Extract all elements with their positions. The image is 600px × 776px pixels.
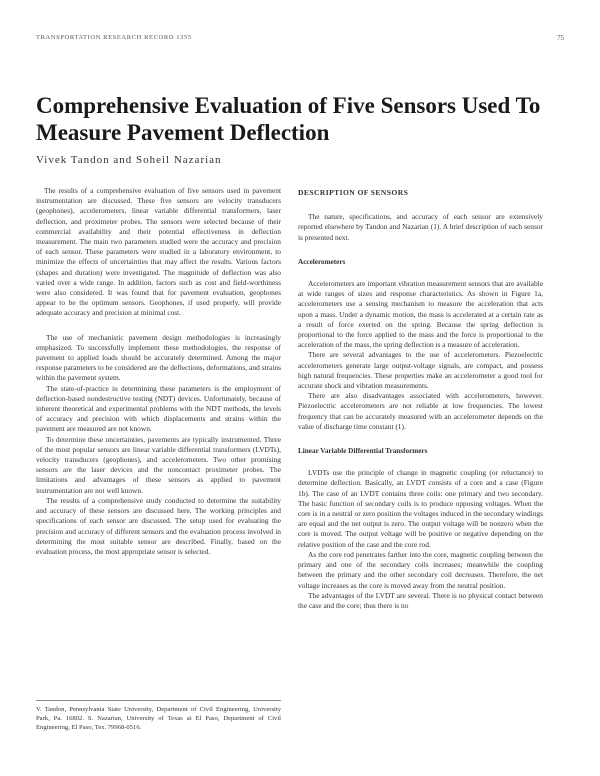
paper-title: Comprehensive Evaluation of Five Sensors Used To Measure Pavement Deflection [36,93,541,145]
accel-paragraph: Accelerometers are important vibration measurement sensors that are available at wide ranges of sizes and response characteristics. As shown in Figure 1a, accelerometers use a sensing mechanism to measure the acceleration that acts upon a mass. Under a dynamic motion, the mass is accelerated at a certain rate as a result of force exerted on the spring. Because the spring deflection is proportional to the force applied to the mass and the force is proportional to the acceleration of the mass, the spring deflection is a measure of acceleration. [298,279,543,350]
subheading-accelerometers: Accelerometers [298,257,346,266]
abstract [36,186,281,319]
intro-paragraph: The state-of-practice in determining these parameters is the employment of deflection-based nondestructive testing (NDT) devices. Unfortunately, because of inherent theoretical and experimental problems with the NDT methods, the levels of accuracy and precision with which displacements and strains within the pavement are measured are not known. [36,383,281,434]
right-column [298,186,543,611]
subheading-lvdt: Linear Variable Differential Transformers [298,447,428,456]
left-column [36,186,281,557]
page-number: 75 [557,34,564,42]
accel-paragraph: There are several advantages to the use of accelerometers. Piezoelectric accelerometers generate large output-voltage signals, are compact, and possess high natural frequencies. These properties make an accelerometer a good tool for accurate shock and vibration measurements. [298,350,543,391]
intro-paragraph: To determine these uncertainties, pavements are typically instrumented. Three of the most popular sensors are linear variable differential transformers (LVDTs), velocity transducers (geophones), and accelerometers. Two other promising sensors are the laser devices and the noncontact proximeter probes. The limitations and advantages of these sensors as applied to pavement instrumentation are not well known. [36,434,281,495]
lvdt-paragraph: As the core rod penetrates farther into the core, magnetic coupling between the primary and one of the secondary coils increases; meanwhile the coupling between the primary and the other secondary coil decreases. Therefore, the net voltage increases as the core is moved away from the neutral position. [298,549,543,590]
section-heading: DESCRIPTION OF SENSORS [298,188,409,197]
intro-paragraph: The use of mechanistic pavement design methodologies is increasingly emphasized. To successfully implement these methodologies, the response of pavement to applied loads should be accurately determined. Among the major response parameters to be considered are the deflections, deformations, and strains within the pavement system. [36,332,281,383]
author-footnote: V. Tandon, Pennsylvania State University, Department of Civil Engineering, University Park, Pa. 16802. S. Nazarian, University of Texas at El Paso, Department of Civil Engineering, El Paso, Tex. 79968-0516. [36,700,281,732]
lvdt-paragraph: LVDTs use the principle of change in magnetic coupling (or reluctance) to determine deflection. Basically, an LVDT consists of a core and a case (Figure 1b). The case of an LVDT contains three coils: one primary and two secondary. The basic function of secondary coils is to produce opposing voltages. When the core is in a neutral or zero position the voltages induced in the secondary windings are equal and the net output is zero. The output voltage will be nonzero when the core is moved. The output voltage will be positive or negative depending on the relative position of the case and the core rod. [298,468,543,549]
intro-paragraph: The results of a comprehensive study conducted to determine the suitability and accuracy of these sensors are discussed here. The working principles and specifications of each sensor are discussed. The setup used for evaluating the precision and accuracy of different sensors and the evaluation process involved in determining the most suitable sensor are described. Finally, based on the evaluation process, the most appropriate sensor is selected. [36,495,281,556]
section-paragraph: The nature, specifications, and accuracy of each sensor are extensively reported elsewhere by Tandon and Nazarian (1). A brief description of each sensor is presented next. [298,212,543,242]
journal-header: TRANSPORTATION RESEARCH RECORD 1355 [36,34,192,41]
lvdt-paragraph: The advantages of the LVDT are several. There is no physical contact between the case and the core; thus there is no [298,590,543,610]
paper-authors: Vivek Tandon and Soheil Nazarian [36,154,222,166]
accel-paragraph: There are also disadvantages associated with accelerometers, however. Piezoelectric accelerometers are not reliable at low frequencies. The lowest frequency that can be accurately measured with an accelerometer depends on the value of discharge time constant (1). [298,391,543,431]
introduction [36,333,281,557]
abstract-paragraph: The results of a comprehensive evaluation of five sensors used in pavement instrumentation are discussed. These five sensors are velocity transducers (geophones), accelerometers, linear variable differential transformers, laser deflection, and proximeter probes. The sensors were selected because of their commercial availability and their potential effectiveness in deflection measurement. The main two parameters studied were the accuracy and precision of each sensor. These parameters were studied in a laboratory environment, to minimize the effects of uncertainties that may affect the results. Various factors (shapes and duration) were investigated. The magnitude of deflection was also varied over a wide range. In addition, factors such as cost and field-worthiness were also considered. It was found that for pavement evaluation, geophones appear to be the optimum sensors. Geophones, if used properly, will provide adequate accuracy and precision at minimal cost. [36,186,281,318]
